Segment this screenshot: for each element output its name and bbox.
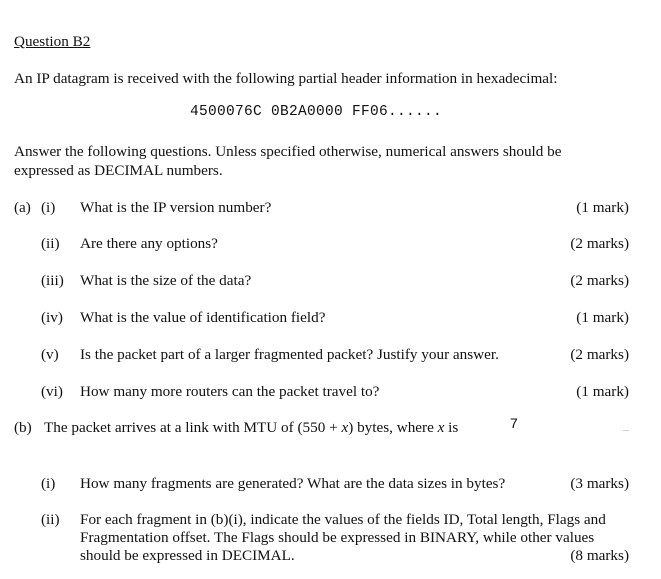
question-number: (i) [41,199,56,216]
part-b-label: (b) [14,419,32,436]
question-text: Are there any options? [80,235,218,252]
question-text: What is the size of the data? [80,272,252,289]
instructions [14,142,629,180]
question-text: How many more routers can the packet travel to? [80,383,380,400]
stem-text: is [444,419,459,436]
question-text: Is the packet part of a larger fragmented packet? Justify your answer. [80,346,499,363]
x-value: 7 [510,415,518,431]
marks-label: (1 mark) [576,199,629,216]
intro-text: An IP datagram is received with the following partial header information in hexadecimal: [14,70,558,87]
marks-label: (1 mark) [576,383,629,400]
variable-x: x [341,419,349,436]
marks-label: (8 marks) [570,547,629,564]
question-text: What is the IP version number? [80,199,272,216]
question-number: (iv) [41,309,63,326]
instructions-line: Answer the following questions. Unless specified otherwise, numerical answers should be [14,143,562,160]
instructions-line: expressed as DECIMAL numbers. [14,162,223,179]
part-a-label: (a) [14,199,31,216]
question-number: (ii) [41,511,60,528]
question-text: What is the value of identification field? [80,309,326,326]
marks-label: (2 marks) [570,235,629,252]
hex-header: 4500076C 0B2A0000 FF06...... [190,104,443,120]
question-line: should be expressed in DECIMAL. [80,547,295,564]
question-number: (i) [41,475,56,492]
question-line: Fragmentation offset. The Flags should be expressed in BINARY, while other values [80,529,595,546]
marks-label: (2 marks) [570,346,629,363]
question-number: (v) [41,346,59,363]
question-number: (iii) [41,272,64,289]
question-title: Question B2 [14,33,91,50]
marks-label: (1 mark) [576,309,629,326]
marks-label: (3 marks) [570,475,629,492]
question-number: (vi) [41,383,63,400]
marks-label: (2 marks) [570,272,629,289]
variable-x: x [437,419,445,436]
part-b-stem [44,419,458,437]
question-text: How many fragments are generated? What are the data sizes in bytes? [80,475,506,492]
question-line: For each fragment in (b)(i), indicate the values of the fields ID, Total length, Flags and [80,511,606,528]
stem-text: The packet arrives at a link with MTU of (550 + [44,419,342,436]
divider-mark [623,430,629,431]
question-text [80,511,629,565]
stem-text: ) bytes, where [348,419,438,436]
question-number: (ii) [41,235,60,252]
